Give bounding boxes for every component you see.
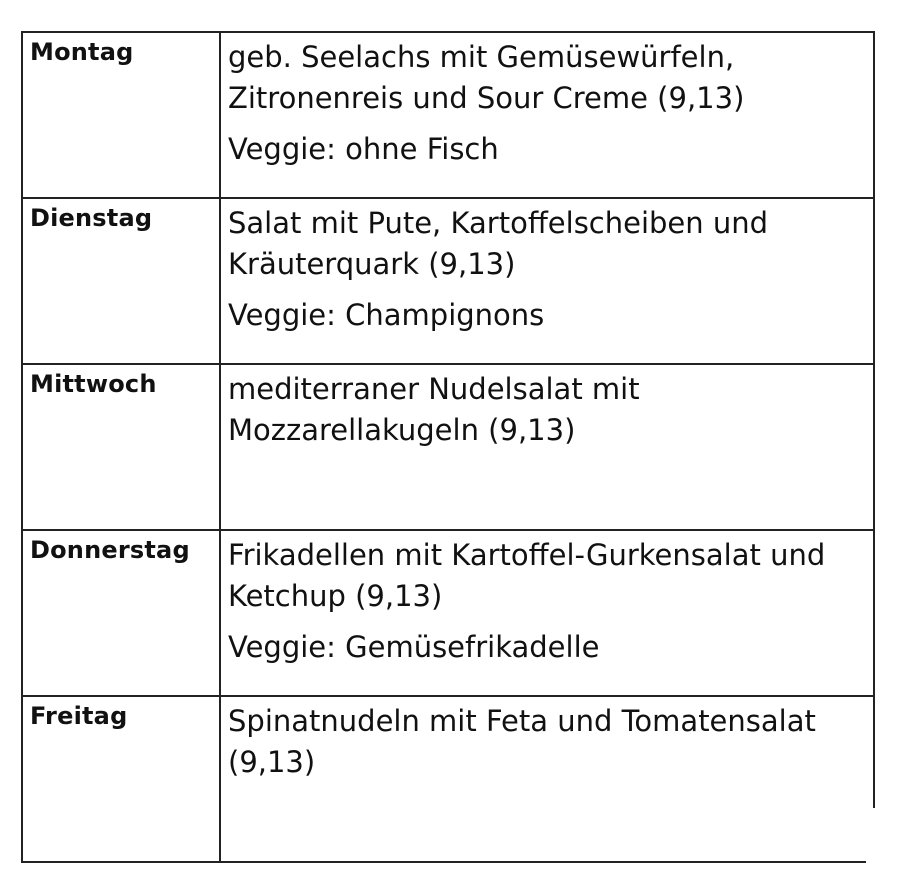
day-label: Freitag [30, 702, 128, 730]
table-row [22, 364, 874, 530]
table-row [22, 198, 874, 364]
dish-cell [220, 198, 874, 364]
dish-text: Salat mit Pute, Kartoffelscheiben und Kräuterquark (9,13) [228, 206, 769, 281]
day-cell [22, 198, 220, 364]
table-row [22, 530, 874, 696]
veggie-option: Veggie: Gemüsefrikadelle [228, 630, 600, 664]
dish-text: geb. Seelachs mit Gemüsewürfeln, Zitronenreis und Sour Creme (9,13) [228, 40, 745, 115]
veggie-option: Veggie: ohne Fisch [228, 132, 499, 166]
day-cell [22, 364, 220, 530]
day-cell [22, 530, 220, 696]
day-label: Mittwoch [30, 370, 157, 398]
day-cell [22, 32, 220, 198]
day-label: Montag [30, 38, 134, 66]
menu-table [21, 31, 875, 863]
day-cell [22, 696, 220, 862]
dish-cell [220, 32, 874, 198]
dish-text: Spinatnudeln mit Feta und Tomatensalat (9,13) [228, 704, 816, 779]
table-row [22, 32, 874, 198]
day-label: Dienstag [30, 204, 153, 232]
dish-text: Frikadellen mit Kartoffel-Gurkensalat und Ketchup (9,13) [228, 538, 826, 613]
table-row [22, 696, 874, 862]
day-label: Donnerstag [30, 536, 190, 564]
dish-text: mediterraner Nudelsalat mit Mozzarellakugeln (9,13) [228, 372, 640, 447]
dish-cell [220, 530, 874, 696]
veggie-option: Veggie: Champignons [228, 298, 545, 332]
dish-cell [220, 364, 874, 530]
dish-cell [220, 696, 874, 862]
scan-corner-gap [866, 808, 911, 890]
